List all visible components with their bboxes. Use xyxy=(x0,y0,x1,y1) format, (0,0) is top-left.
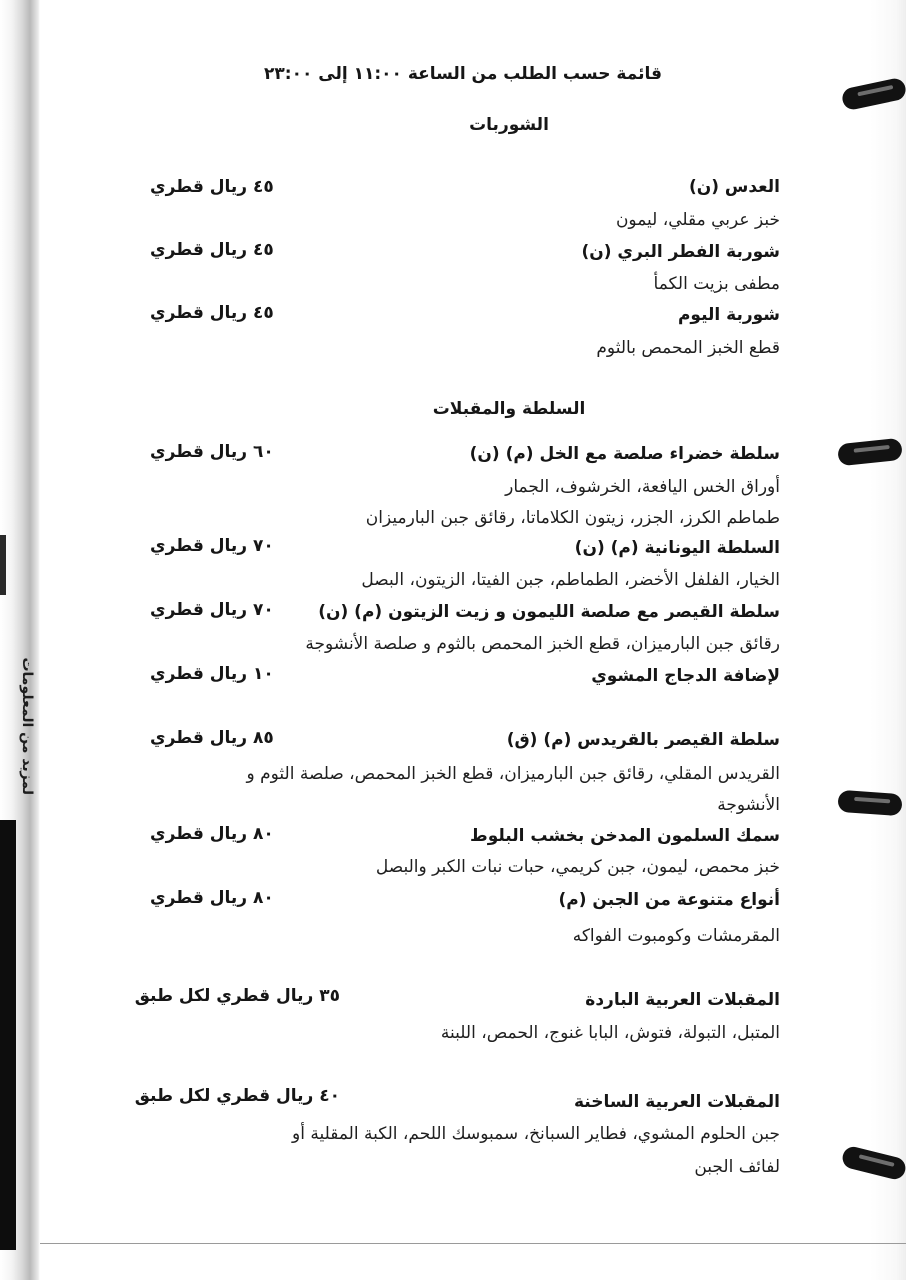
dish-description: لفائف الجبن xyxy=(694,1157,780,1177)
dish-description: الخيار، الفلفل الأخضر، الطماطم، جبن الفيتا، الزيتون، البصل xyxy=(361,570,780,590)
dish-name: شوربة الفطر البري (ن) xyxy=(581,242,780,262)
dish-price: ٧٠ ريال قطري xyxy=(150,536,274,556)
dish-name: سلطة القيصر مع صلصة الليمون و زيت الزيتون (م) (ن) xyxy=(318,602,780,622)
dish-name: سلطة القيصر بالقريدس (م) (ق) xyxy=(506,730,780,750)
page-edge-shadow xyxy=(870,0,906,1280)
dish-description: رقائق جبن البارميزان، قطع الخبز المحمص بالثوم و صلصة الأنشوجة xyxy=(305,634,780,654)
menu-header: قائمة حسب الطلب من الساعة ١١:٠٠ إلى ٢٣:٠٠ xyxy=(264,64,662,84)
dish-name: السلطة اليونانية (م) (ن) xyxy=(574,538,780,558)
dish-price: ٣٥ ريال قطري لكل طبق xyxy=(134,986,340,1006)
dish-description: قطع الخبز المحمص بالثوم xyxy=(596,338,780,358)
dish-name: العدس (ن) xyxy=(688,177,780,197)
dish-price: ٤٥ ريال قطري xyxy=(150,240,274,260)
dish-description: الأنشوجة xyxy=(717,795,780,815)
dish-price: ٧٠ ريال قطري xyxy=(150,600,274,620)
page-bottom-edge xyxy=(40,1243,906,1244)
dish-description: مطفى بزيت الكمأ xyxy=(653,274,780,294)
binding-edge-dark xyxy=(0,820,16,1250)
dish-name: سلطة خضراء صلصة مع الخل (م) (ن) xyxy=(469,444,780,464)
dish-name: لإضافة الدجاج المشوي xyxy=(591,666,780,686)
dish-description: جبن الحلوم المشوي، فطاير السبانخ، سمبوسك اللحم، الكبة المقلية أو xyxy=(292,1124,780,1144)
binder-ring-icon xyxy=(837,790,902,816)
dish-name: أنواع متنوعة من الجبن (م) xyxy=(558,890,780,910)
dish-description: خبز محمص، ليمون، جبن كريمي، حبات نبات الكبر والبصل xyxy=(375,857,780,877)
dish-price: ٦٠ ريال قطري xyxy=(150,442,274,462)
dish-price: ٨٠ ريال قطري xyxy=(150,824,274,844)
dish-name: المقبلات العربية الباردة xyxy=(585,990,780,1010)
binding-shadow xyxy=(0,535,6,595)
dish-description: طماطم الكرز، الجزر، زيتون الكلاماتا، رقائق جبن البارميزان xyxy=(365,508,780,528)
dish-price: ٤٠ ريال قطري لكل طبق xyxy=(134,1086,340,1106)
section-title-salads: السلطة والمقبلات xyxy=(432,399,586,419)
dish-price: ٨٠ ريال قطري xyxy=(150,888,274,908)
dish-price: ٨٥ ريال قطري xyxy=(150,728,274,748)
dish-description: القريدس المقلي، رقائق جبن البارميزان، قطع الخبز المحمص، صلصة الثوم و xyxy=(246,764,780,784)
side-tab-text: لمزيد من المعلومات xyxy=(19,657,35,795)
dish-price: ٤٥ ريال قطري xyxy=(150,177,274,197)
dish-description: المقرمشات وكومبوت الفواكه xyxy=(572,926,780,946)
dish-description: أوراق الخس اليافعة، الخرشوف، الجمار xyxy=(505,477,780,497)
dish-name: المقبلات العربية الساخنة xyxy=(573,1092,780,1112)
dish-name: شوربة اليوم xyxy=(677,305,780,325)
dish-description: خبز عربي مقلي، ليمون xyxy=(615,210,780,230)
dish-price: ١٠ ريال قطري xyxy=(150,664,274,684)
section-title-soups: الشوربات xyxy=(469,115,549,135)
dish-name: سمك السلمون المدخن بخشب البلوط xyxy=(470,826,780,846)
dish-description: المتبل، التبولة، فتوش، البابا غنوج، الحمص، اللبنة xyxy=(440,1023,780,1043)
dish-price: ٤٥ ريال قطري xyxy=(150,303,274,323)
